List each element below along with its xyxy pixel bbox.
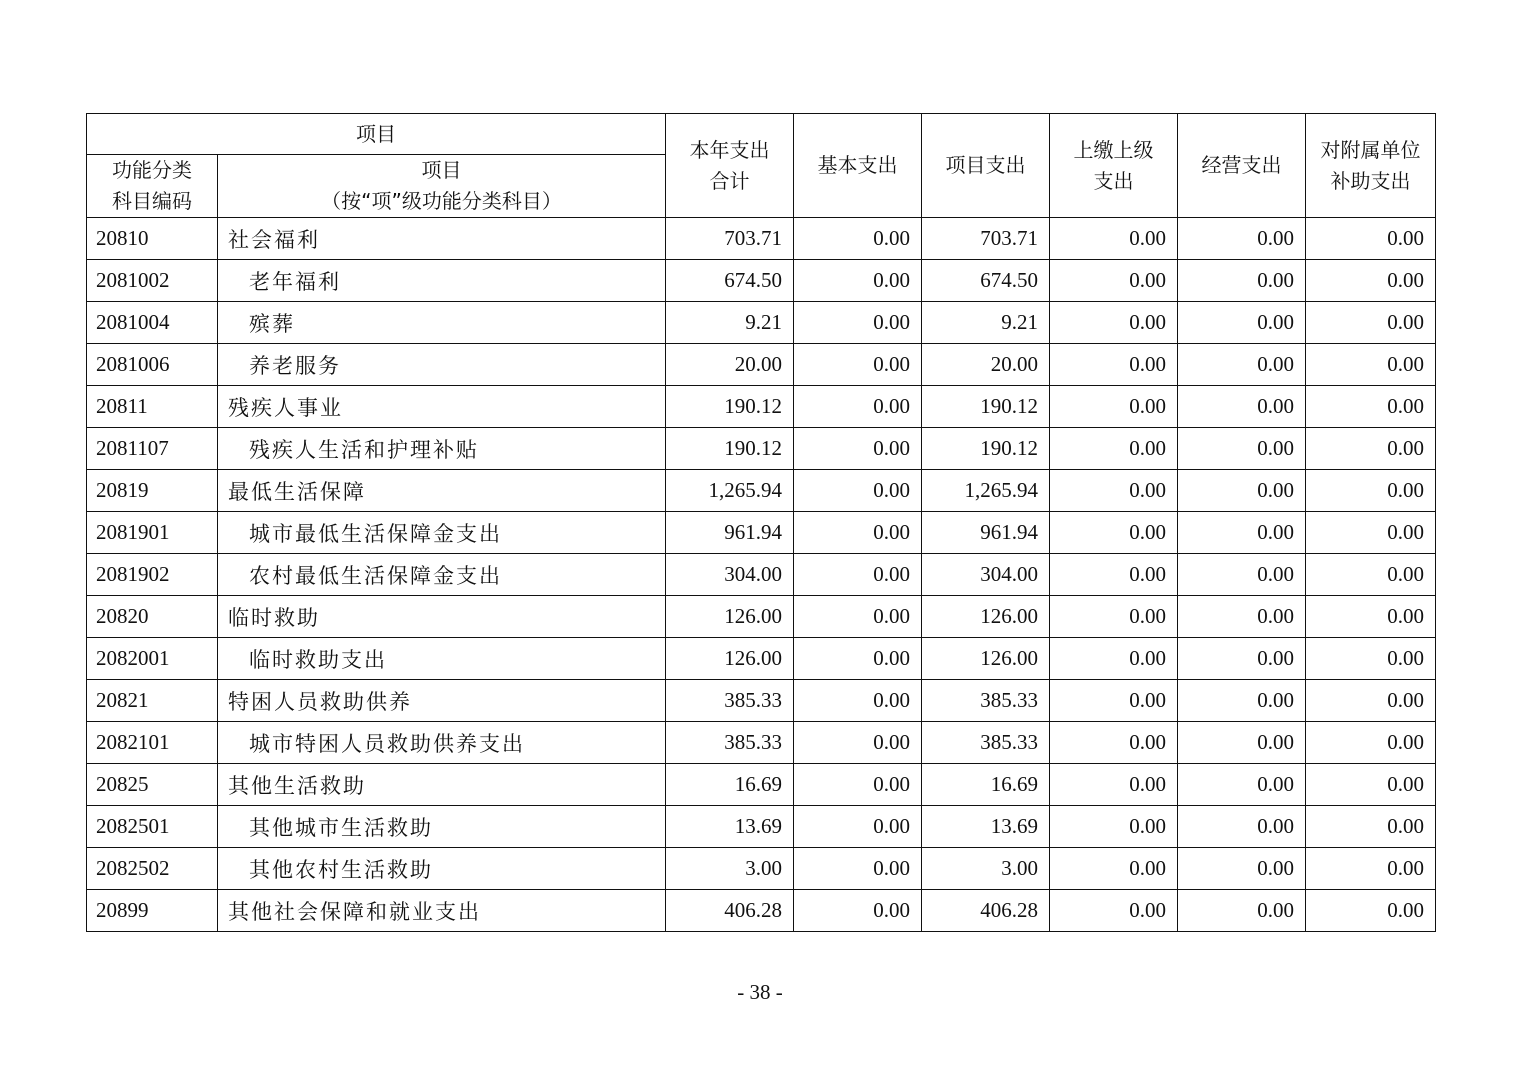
cell-code: 2082101 (87, 722, 218, 764)
cell-upper: 0.00 (1050, 890, 1178, 932)
cell-basic: 0.00 (794, 722, 922, 764)
cell-subsidy: 0.00 (1306, 512, 1436, 554)
cell-upper: 0.00 (1050, 806, 1178, 848)
cell-project: 13.69 (922, 806, 1050, 848)
cell-subsidy: 0.00 (1306, 470, 1436, 512)
cell-name: 社会福利 (218, 218, 666, 260)
cell-subsidy: 0.00 (1306, 428, 1436, 470)
table-row (87, 218, 1436, 260)
cell-code: 2082001 (87, 638, 218, 680)
cell-project: 190.12 (922, 428, 1050, 470)
cell-subsidy: 0.00 (1306, 596, 1436, 638)
table-row (87, 806, 1436, 848)
cell-project: 703.71 (922, 218, 1050, 260)
cell-total: 9.21 (666, 302, 794, 344)
cell-total: 126.00 (666, 596, 794, 638)
cell-operating: 0.00 (1178, 260, 1306, 302)
table-row (87, 260, 1436, 302)
cell-operating: 0.00 (1178, 428, 1306, 470)
cell-operating: 0.00 (1178, 554, 1306, 596)
cell-name: 特困人员救助供养 (218, 680, 666, 722)
cell-name: 临时救助 (218, 596, 666, 638)
cell-code: 20821 (87, 680, 218, 722)
cell-code: 20820 (87, 596, 218, 638)
cell-upper: 0.00 (1050, 764, 1178, 806)
cell-project: 406.28 (922, 890, 1050, 932)
table-row (87, 302, 1436, 344)
cell-code: 2081107 (87, 428, 218, 470)
cell-upper: 0.00 (1050, 554, 1178, 596)
cell-total: 406.28 (666, 890, 794, 932)
cell-upper: 0.00 (1050, 302, 1178, 344)
cell-operating: 0.00 (1178, 386, 1306, 428)
cell-basic: 0.00 (794, 302, 922, 344)
cell-code: 20811 (87, 386, 218, 428)
cell-basic: 0.00 (794, 470, 922, 512)
cell-operating: 0.00 (1178, 848, 1306, 890)
header-project: 项目支出 (922, 114, 1050, 218)
cell-operating: 0.00 (1178, 764, 1306, 806)
cell-project: 9.21 (922, 302, 1050, 344)
header-upper: 上缴上级 支出 (1050, 114, 1178, 218)
cell-total: 16.69 (666, 764, 794, 806)
table-row (87, 512, 1436, 554)
cell-operating: 0.00 (1178, 470, 1306, 512)
cell-code: 2081002 (87, 260, 218, 302)
table-row (87, 428, 1436, 470)
cell-name: 临时救助支出 (218, 638, 666, 680)
cell-operating: 0.00 (1178, 218, 1306, 260)
cell-basic: 0.00 (794, 260, 922, 302)
cell-name: 农村最低生活保障金支出 (218, 554, 666, 596)
cell-basic: 0.00 (794, 428, 922, 470)
table-row (87, 890, 1436, 932)
table-row (87, 386, 1436, 428)
cell-total: 674.50 (666, 260, 794, 302)
cell-upper: 0.00 (1050, 596, 1178, 638)
table-row (87, 470, 1436, 512)
cell-basic: 0.00 (794, 764, 922, 806)
cell-name: 老年福利 (218, 260, 666, 302)
cell-subsidy: 0.00 (1306, 554, 1436, 596)
cell-name: 其他生活救助 (218, 764, 666, 806)
header-total: 本年支出 合计 (666, 114, 794, 218)
cell-subsidy: 0.00 (1306, 890, 1436, 932)
cell-total: 385.33 (666, 722, 794, 764)
table-row (87, 554, 1436, 596)
cell-total: 20.00 (666, 344, 794, 386)
cell-upper: 0.00 (1050, 638, 1178, 680)
cell-upper: 0.00 (1050, 512, 1178, 554)
cell-upper: 0.00 (1050, 722, 1178, 764)
table-body (87, 218, 1436, 932)
header-operating: 经营支出 (1178, 114, 1306, 218)
budget-expenditure-table (86, 113, 1436, 932)
cell-total: 304.00 (666, 554, 794, 596)
cell-subsidy: 0.00 (1306, 302, 1436, 344)
cell-subsidy: 0.00 (1306, 386, 1436, 428)
cell-operating: 0.00 (1178, 302, 1306, 344)
cell-project: 961.94 (922, 512, 1050, 554)
cell-name: 其他农村生活救助 (218, 848, 666, 890)
cell-total: 3.00 (666, 848, 794, 890)
cell-name: 殡葬 (218, 302, 666, 344)
cell-code: 20825 (87, 764, 218, 806)
cell-total: 190.12 (666, 428, 794, 470)
table-row (87, 596, 1436, 638)
cell-name: 最低生活保障 (218, 470, 666, 512)
cell-code: 20819 (87, 470, 218, 512)
cell-basic: 0.00 (794, 638, 922, 680)
cell-project: 190.12 (922, 386, 1050, 428)
cell-total: 385.33 (666, 680, 794, 722)
cell-upper: 0.00 (1050, 680, 1178, 722)
header-code: 功能分类 科目编码 (87, 155, 218, 218)
header-basic: 基本支出 (794, 114, 922, 218)
cell-project: 3.00 (922, 848, 1050, 890)
cell-operating: 0.00 (1178, 512, 1306, 554)
cell-subsidy: 0.00 (1306, 848, 1436, 890)
cell-upper: 0.00 (1050, 470, 1178, 512)
cell-subsidy: 0.00 (1306, 260, 1436, 302)
cell-project: 385.33 (922, 680, 1050, 722)
table-row (87, 722, 1436, 764)
cell-upper: 0.00 (1050, 218, 1178, 260)
cell-basic: 0.00 (794, 554, 922, 596)
cell-operating: 0.00 (1178, 344, 1306, 386)
table-row (87, 764, 1436, 806)
cell-total: 126.00 (666, 638, 794, 680)
header-item-name: 项目 （按“项”级功能分类科目） (218, 155, 666, 218)
cell-total: 1,265.94 (666, 470, 794, 512)
cell-basic: 0.00 (794, 596, 922, 638)
cell-upper: 0.00 (1050, 260, 1178, 302)
cell-name: 其他社会保障和就业支出 (218, 890, 666, 932)
cell-total: 961.94 (666, 512, 794, 554)
cell-code: 20810 (87, 218, 218, 260)
cell-project: 304.00 (922, 554, 1050, 596)
cell-basic: 0.00 (794, 512, 922, 554)
cell-project: 16.69 (922, 764, 1050, 806)
cell-name: 养老服务 (218, 344, 666, 386)
cell-upper: 0.00 (1050, 428, 1178, 470)
cell-project: 385.33 (922, 722, 1050, 764)
cell-code: 2082502 (87, 848, 218, 890)
cell-operating: 0.00 (1178, 722, 1306, 764)
table-row (87, 344, 1436, 386)
cell-code: 2081006 (87, 344, 218, 386)
cell-basic: 0.00 (794, 806, 922, 848)
cell-project: 674.50 (922, 260, 1050, 302)
cell-basic: 0.00 (794, 890, 922, 932)
table-row (87, 848, 1436, 890)
cell-subsidy: 0.00 (1306, 722, 1436, 764)
cell-operating: 0.00 (1178, 680, 1306, 722)
header-item-group: 项目 (87, 114, 666, 155)
cell-code: 2081004 (87, 302, 218, 344)
cell-basic: 0.00 (794, 386, 922, 428)
cell-code: 2082501 (87, 806, 218, 848)
cell-subsidy: 0.00 (1306, 680, 1436, 722)
cell-code: 20899 (87, 890, 218, 932)
cell-project: 126.00 (922, 596, 1050, 638)
cell-code: 2081902 (87, 554, 218, 596)
cell-basic: 0.00 (794, 680, 922, 722)
cell-name: 残疾人事业 (218, 386, 666, 428)
cell-basic: 0.00 (794, 218, 922, 260)
cell-basic: 0.00 (794, 848, 922, 890)
cell-name: 其他城市生活救助 (218, 806, 666, 848)
cell-project: 126.00 (922, 638, 1050, 680)
cell-subsidy: 0.00 (1306, 806, 1436, 848)
cell-subsidy: 0.00 (1306, 764, 1436, 806)
header-subsidy: 对附属单位 补助支出 (1306, 114, 1436, 218)
cell-upper: 0.00 (1050, 848, 1178, 890)
cell-subsidy: 0.00 (1306, 638, 1436, 680)
cell-upper: 0.00 (1050, 386, 1178, 428)
cell-name: 城市最低生活保障金支出 (218, 512, 666, 554)
cell-total: 703.71 (666, 218, 794, 260)
cell-subsidy: 0.00 (1306, 344, 1436, 386)
cell-operating: 0.00 (1178, 806, 1306, 848)
cell-total: 190.12 (666, 386, 794, 428)
cell-operating: 0.00 (1178, 596, 1306, 638)
cell-project: 1,265.94 (922, 470, 1050, 512)
page-number: - 38 - (737, 980, 783, 1004)
cell-code: 2081901 (87, 512, 218, 554)
cell-operating: 0.00 (1178, 890, 1306, 932)
cell-total: 13.69 (666, 806, 794, 848)
cell-name: 城市特困人员救助供养支出 (218, 722, 666, 764)
cell-basic: 0.00 (794, 344, 922, 386)
cell-subsidy: 0.00 (1306, 218, 1436, 260)
table-row (87, 638, 1436, 680)
cell-project: 20.00 (922, 344, 1050, 386)
cell-operating: 0.00 (1178, 638, 1306, 680)
cell-name: 残疾人生活和护理补贴 (218, 428, 666, 470)
table-row (87, 680, 1436, 722)
cell-upper: 0.00 (1050, 344, 1178, 386)
